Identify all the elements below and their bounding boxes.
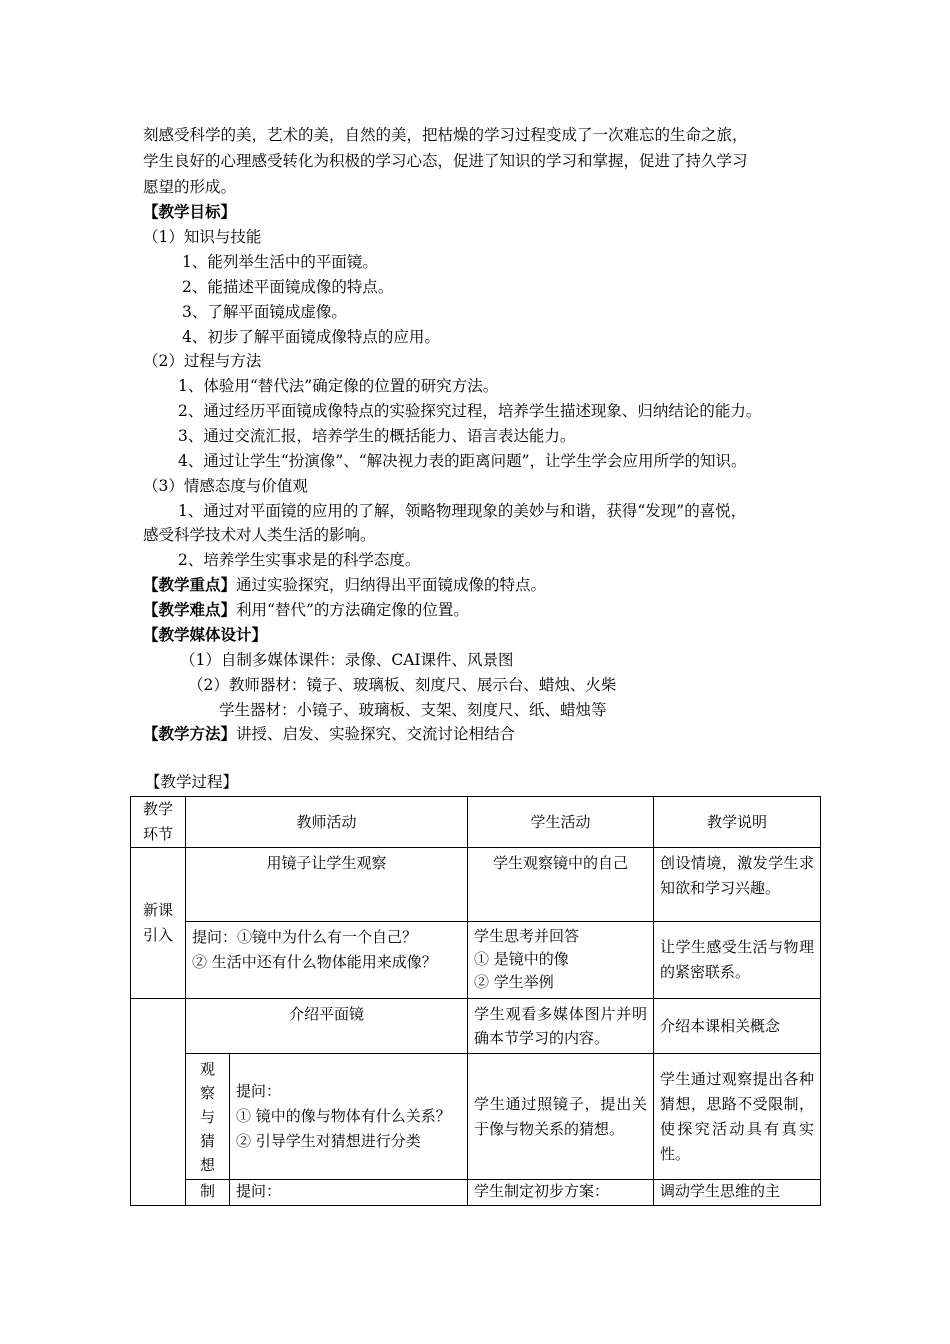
emotion-item: 2、培养学生实事求是的科学态度。 <box>178 551 421 569</box>
teaching-note: 让学生感受生活与物理的紧密联系。 <box>654 922 821 999</box>
process-item: 4、通过让学生“扮演像”、“解决视力表的距离问题”，让学生学会应用所学的知识。 <box>178 452 747 470</box>
teacher-activity: 提问： <box>230 1180 468 1206</box>
teaching-note: 调动学生思维的主 <box>654 1180 821 1206</box>
process-table <box>130 796 821 1206</box>
teacher-activity: 介绍平面镜 <box>186 999 468 1054</box>
process-item: 1、体验用“替代法”确定像的位置的研究方法。 <box>178 377 499 395</box>
header-stage: 教学环节 <box>131 797 186 848</box>
student-line: ② 学生举例 <box>474 973 554 991</box>
method-text: 讲授、启发、实验探究、交流讨论相结合 <box>236 725 516 743</box>
emotion-item: 1、通过对平面镜的应用的了解，领略物理现象的美妙与和谐，获得“发现”的喜悦， <box>178 502 747 520</box>
student-line: 学生思考并回答 <box>474 927 580 945</box>
teaching-note: 学生通过观察提出各种猜想，思路不受限制，使探究活动具有真实性。 <box>654 1054 821 1180</box>
header-teacher: 教师活动 <box>186 797 468 848</box>
knowledge-title: （1）知识与技能 <box>143 228 262 246</box>
student-activity: 学生观看多媒体图片并明确本节学习的内容。 <box>468 999 654 1054</box>
difficulty <box>143 599 469 621</box>
method-label: 【教学方法】 <box>143 724 237 743</box>
table-row <box>131 848 821 922</box>
difficulty-text: 利用“替代”的方法确定像的位置。 <box>236 601 469 619</box>
stage-empty <box>131 999 186 1206</box>
teacher-line: 提问： <box>236 1082 282 1100</box>
header-note: 教学说明 <box>654 797 821 848</box>
process-item: 3、通过交流汇报，培养学生的概括能力、语言表达能力。 <box>178 427 576 445</box>
student-activity: 学生观察镜中的自己 <box>468 848 654 922</box>
paragraph-line: 学生良好的心理感受转化为积极的学习心态，促进了知识的学习和掌握，促进了持久学习 <box>143 152 748 170</box>
knowledge-item: 2、能描述平面镜成像的特点。 <box>182 278 394 296</box>
teacher-activity <box>230 1054 468 1180</box>
student-activity <box>468 922 654 999</box>
method <box>143 723 515 745</box>
sub-stage: 制 <box>186 1180 230 1206</box>
knowledge-item: 3、了解平面镜成虚像。 <box>182 303 347 321</box>
sub-stage: 观察与猜想 <box>186 1054 230 1180</box>
table-row <box>131 922 821 999</box>
teacher-line: ② 生活中还有什么物体能用来成像？ <box>192 953 437 971</box>
stage-intro: 新课引入 <box>131 848 186 999</box>
knowledge-item: 4、初步了解平面镜成像特点的应用。 <box>182 328 440 346</box>
teaching-note: 创设情境，激发学生求知欲和学习兴趣。 <box>654 848 821 922</box>
student-line: ① 是镜中的像 <box>474 950 569 968</box>
media-line: 学生器材：小镜子、玻璃板、支架、刻度尺、纸、蜡烛等 <box>219 701 607 719</box>
student-activity: 学生通过照镜子，提出关于像与物关系的猜想。 <box>468 1054 654 1180</box>
teacher-line: ② 引导学生对猜想进行分类 <box>236 1132 421 1150</box>
table-row <box>131 1054 821 1180</box>
difficulty-label: 【教学难点】 <box>143 600 237 619</box>
teacher-line: ① 镜中的像与物体有什么关系？ <box>236 1107 451 1125</box>
emotion-title: （3）情感态度与价值观 <box>143 477 308 495</box>
media-heading: 【教学媒体设计】 <box>143 625 268 644</box>
process-title: （2）过程与方法 <box>143 352 262 370</box>
teacher-activity: 用镜子让学生观察 <box>186 848 468 922</box>
keypoint-label: 【教学重点】 <box>143 575 237 594</box>
teacher-activity <box>186 922 468 999</box>
student-activity: 学生制定初步方案： <box>468 1180 654 1206</box>
objectives-heading: 【教学目标】 <box>143 202 237 221</box>
media-line: （2）教师器材：镜子、玻璃板、刻度尺、展示台、蜡烛、火柴 <box>188 676 617 694</box>
teacher-line: 提问：①镜中为什么有一个自己？ <box>192 928 418 946</box>
paragraph-line: 愿望的形成。 <box>143 178 237 196</box>
media-line: （1）自制多媒体课件：录像、CAI课件、风景图 <box>180 651 514 669</box>
keypoint <box>143 574 546 596</box>
teaching-note: 介绍本课相关概念 <box>654 999 821 1054</box>
knowledge-item: 1、能列举生活中的平面镜。 <box>182 253 378 271</box>
process-item: 2、通过经历平面镜成像特点的实验探究过程，培养学生描述现象、归纳结论的能力。 <box>178 402 762 420</box>
process-table-title: 【教学过程】 <box>145 773 239 791</box>
paragraph-line: 刻感受科学的美，艺术的美，自然的美，把枯燥的学习过程变成了一次难忘的生命之旅， <box>143 126 748 144</box>
header-student: 学生活动 <box>468 797 654 848</box>
emotion-item-cont: 感受科学技术对人类生活的影响。 <box>143 526 376 544</box>
table-row <box>131 1180 821 1206</box>
keypoint-text: 通过实验探究，归纳得出平面镜成像的特点。 <box>236 576 547 594</box>
table-header-row <box>131 797 821 848</box>
table-row <box>131 999 821 1054</box>
